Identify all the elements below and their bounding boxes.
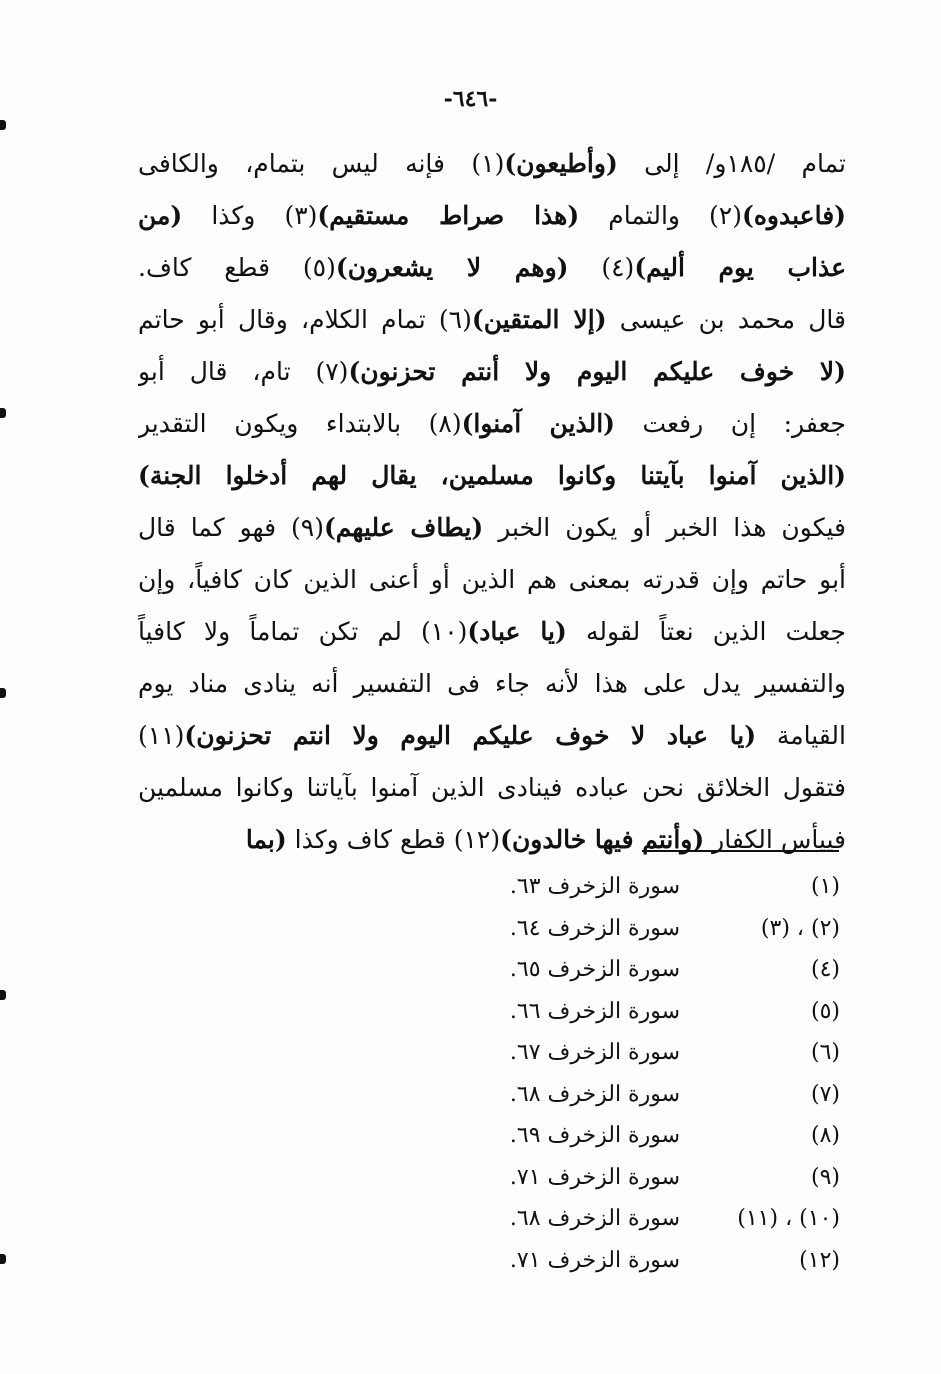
footnote-number: (٢) ، (٣)	[760, 915, 840, 941]
text-line	[138, 762, 846, 814]
quran-quote: (هذا صراط مستقيم)	[317, 201, 580, 230]
footnote-row	[480, 949, 840, 991]
quran-quote: (يطاف عليهم)	[323, 513, 484, 542]
quran-quote: (فاعبدوه)	[742, 201, 846, 230]
text-segment: والتفسير يدل على هذا لأنه جاء فى التفسير أنه ينادى مناد يوم	[138, 669, 846, 698]
quran-quote: (يا عباد)	[467, 617, 567, 646]
edge-mark	[0, 688, 6, 698]
footnote-source: سورة الزخرف ٦٨.	[509, 1081, 680, 1107]
page-number: -٦٤٦-	[443, 86, 498, 112]
footnote-row	[480, 866, 840, 908]
text-segment: (٤)	[568, 253, 635, 282]
text-segment: (٣) وكذا	[182, 201, 318, 230]
footnote-row	[480, 1032, 840, 1074]
quran-quote: (وهم لا يشعرون)	[335, 253, 569, 282]
text-line	[138, 450, 846, 502]
footnote-row	[480, 991, 840, 1033]
edge-mark	[0, 990, 6, 1000]
text-segment: (٦) تمام الكلام، وقال أبو حاتم	[138, 305, 472, 334]
quran-quote: (إلا المتقين)	[471, 305, 607, 334]
footnote-source: سورة الزخرف ٦٨.	[509, 1206, 680, 1231]
quran-quote: (وأطيعون)	[504, 149, 618, 178]
text-line	[138, 138, 846, 190]
text-segment: (١٢) قطع كاف وكذا	[286, 825, 501, 854]
footnote-row	[480, 1240, 840, 1282]
text-segment: تمام /١٨٥و/ إلى	[617, 149, 846, 178]
quran-quote: (الذين آمنوا بآيتنا وكانوا مسلمين، يقال لهم أدخلوا الجنة)	[138, 461, 846, 490]
text-segment: فيكون هذا الخبر أو يكون الخبر	[483, 513, 846, 542]
edge-mark	[0, 120, 6, 130]
text-segment: فتقول الخلائق نحن عباده فينادى الذين آمنوا بآياتنا وكانوا مسلمين	[138, 773, 846, 802]
text-segment: فييأس الكفار	[704, 825, 846, 854]
text-line	[138, 658, 846, 710]
text-segment: (١١)	[138, 721, 185, 750]
footnote-number: (١)	[810, 874, 840, 899]
text-segment: جعلت الذين نعتاً لقوله	[566, 617, 846, 646]
text-segment: (٧) تام، قال أبو	[138, 357, 349, 386]
body-text	[138, 138, 846, 866]
text-segment: (١) فإنه ليس بتمام، والكافى	[138, 149, 505, 178]
footnote-source: سورة الزخرف ٧١.	[509, 1247, 680, 1273]
text-segment: (٨) بالابتداء ويكون التقدير	[138, 409, 462, 438]
quran-quote: (يا عباد لا خوف عليكم اليوم ولا انتم تحزنون)	[184, 721, 757, 750]
footnote-source: سورة الزخرف ٦٣.	[509, 874, 680, 899]
footnote-number: (٥)	[810, 998, 840, 1024]
footnote-number: (٩)	[810, 1164, 840, 1190]
edge-mark	[0, 408, 6, 418]
quran-quote: (وأنتم فيها خالدون)	[500, 825, 705, 854]
edge-mark	[0, 1254, 6, 1264]
quran-quote: (الذين آمنوا)	[461, 409, 615, 438]
footnote-source: سورة الزخرف ٦٦.	[509, 998, 680, 1024]
footnote-source: سورة الزخرف ٦٧.	[509, 1040, 680, 1065]
quran-quote: (بما	[245, 825, 287, 854]
footnote-number: (٧)	[810, 1081, 840, 1107]
footnote-source: سورة الزخرف ٦٥.	[509, 957, 680, 982]
text-line	[138, 710, 846, 762]
footnote-row	[480, 908, 840, 950]
footnote-number: (١٢)	[799, 1247, 840, 1273]
footnote-number: (٦)	[810, 1040, 840, 1065]
footnote-row	[480, 1115, 840, 1157]
quran-quote: (من	[138, 201, 183, 230]
footnote-number: (٤)	[810, 957, 840, 982]
text-line	[138, 554, 846, 606]
quran-quote: (لا خوف عليكم اليوم ولا أنتم تحزنون)	[348, 357, 846, 386]
text-segment: جعفر: إن رفعت	[614, 409, 846, 438]
footnote-source: سورة الزخرف ٦٩.	[509, 1123, 680, 1148]
text-segment: (١٠) لم تكن تماماً ولا كافياً	[138, 617, 468, 646]
text-segment: (٢) والتمام	[579, 201, 742, 230]
text-line	[138, 398, 846, 450]
text-segment: (٩) فهو كما قال	[138, 513, 324, 542]
footnote-number: (١٠) ، (١١)	[737, 1206, 840, 1231]
footnote-source: سورة الزخرف ٧١.	[509, 1164, 680, 1190]
text-segment: أبو حاتم وإن قدرته بمعنى هم الذين أو أعنى الذين كان كافياً، وإن	[138, 565, 846, 594]
text-line	[138, 294, 846, 346]
footnote-number: (٨)	[810, 1123, 840, 1148]
footnote-source: سورة الزخرف ٦٤.	[509, 915, 680, 941]
text-line	[138, 606, 846, 658]
footnote-row	[480, 1074, 840, 1116]
footnotes	[480, 866, 840, 1281]
text-line	[138, 346, 846, 398]
text-line	[138, 190, 846, 242]
text-line	[138, 242, 846, 294]
text-segment: قال محمد بن عيسى	[606, 305, 846, 334]
text-line	[138, 502, 846, 554]
quran-quote: عذاب يوم أليم)	[634, 253, 846, 282]
footnote-row	[480, 1198, 840, 1240]
footnote-row	[480, 1157, 840, 1199]
text-line	[138, 814, 846, 866]
text-segment: القيامة	[756, 721, 846, 750]
text-segment: (٥) قطع كاف.	[138, 253, 336, 282]
footnote-divider	[642, 850, 839, 852]
